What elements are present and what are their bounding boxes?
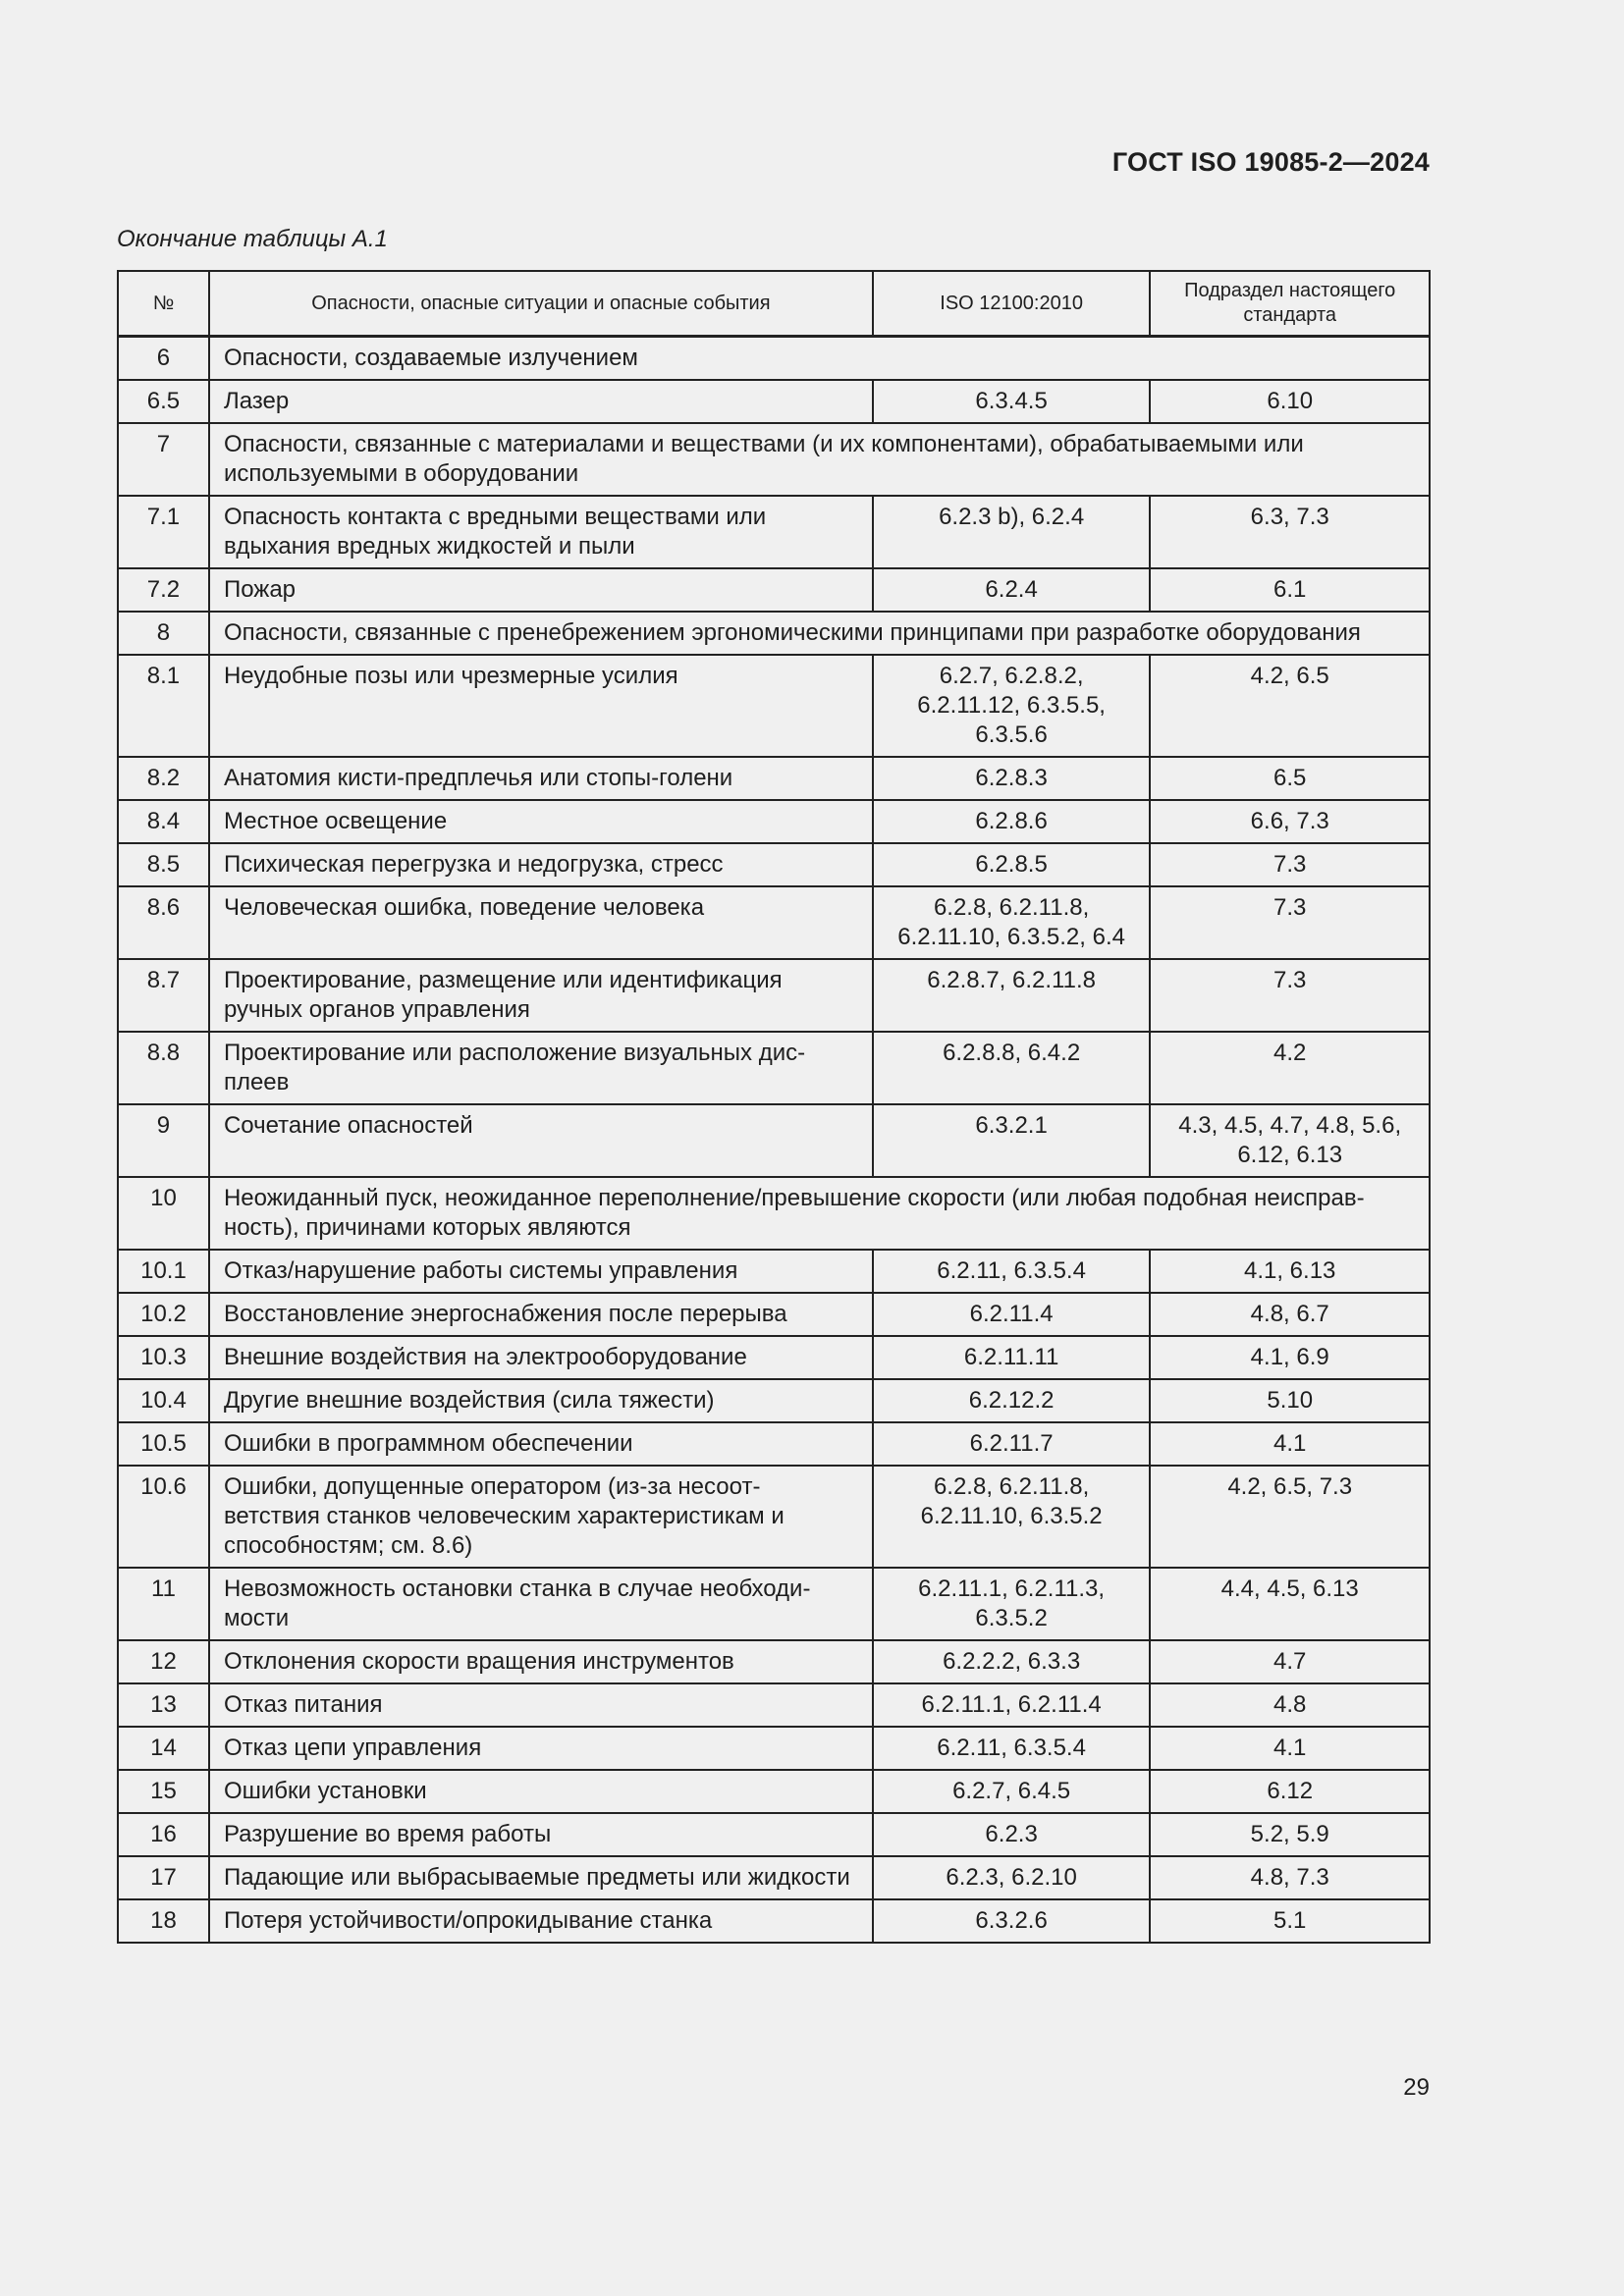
cell-number: 8.7 [118,959,209,1032]
cell-number: 7.1 [118,496,209,568]
cell-subclause: 5.1 [1150,1899,1430,1943]
cell-subclause: 4.8, 7.3 [1150,1856,1430,1899]
cell-hazard: Другие внешние воздействия (сила тяжести) [209,1379,873,1422]
table-row [118,380,1430,423]
cell-number: 8.8 [118,1032,209,1104]
cell-number: 10.5 [118,1422,209,1466]
table-row [118,1336,1430,1379]
cell-hazard: Проектирование, размещение или идентификация ручных органов управления [209,959,873,1032]
cell-subclause: 4.1 [1150,1727,1430,1770]
cell-hazard: Психическая перегрузка и недогрузка, стресс [209,843,873,886]
cell-number: 6 [118,337,209,381]
cell-number: 11 [118,1568,209,1640]
cell-iso-reference: 6.2.11.1, 6.2.11.4 [873,1683,1151,1727]
cell-subclause: 6.12 [1150,1770,1430,1813]
table-caption: Окончание таблицы А.1 [117,226,388,252]
cell-subclause: 4.2, 6.5, 7.3 [1150,1466,1430,1568]
cell-iso-reference: 6.2.2.2, 6.3.3 [873,1640,1151,1683]
cell-hazard: Лазер [209,380,873,423]
table-row [118,1727,1430,1770]
cell-iso-reference: 6.2.3 [873,1813,1151,1856]
table-row [118,1640,1430,1683]
cell-iso-reference: 6.2.7, 6.4.5 [873,1770,1151,1813]
cell-iso-reference: 6.2.8, 6.2.11.8, 6.2.11.10, 6.3.5.2 [873,1466,1151,1568]
table-row [118,1466,1430,1568]
table-header-row [118,271,1430,337]
cell-iso-reference: 6.2.11.4 [873,1293,1151,1336]
cell-iso-reference: 6.2.12.2 [873,1379,1151,1422]
table-section-row [118,1177,1430,1250]
table-section-row [118,423,1430,496]
column-header-iso: ISO 12100:2010 [873,271,1151,337]
cell-iso-reference: 6.3.2.1 [873,1104,1151,1177]
table-row [118,757,1430,800]
cell-iso-reference: 6.2.8.6 [873,800,1151,843]
cell-subclause: 7.3 [1150,959,1430,1032]
cell-number: 12 [118,1640,209,1683]
cell-subclause: 6.10 [1150,380,1430,423]
cell-subclause: 6.3, 7.3 [1150,496,1430,568]
cell-subclause: 4.4, 4.5, 6.13 [1150,1568,1430,1640]
cell-hazard: Неожиданный пуск, неожиданное переполнение/превышение скорости (или любая подобная неисправ- ность), причинами которых являются [209,1177,1430,1250]
cell-iso-reference: 6.2.11, 6.3.5.4 [873,1727,1151,1770]
cell-number: 16 [118,1813,209,1856]
cell-number: 18 [118,1899,209,1943]
cell-hazard: Пожар [209,568,873,612]
column-header-hazards: Опасности, опасные ситуации и опасные события [209,271,873,337]
cell-number: 10.6 [118,1466,209,1568]
cell-hazard: Местное освещение [209,800,873,843]
cell-hazard: Проектирование или расположение визуальных дис- плеев [209,1032,873,1104]
cell-subclause: 5.2, 5.9 [1150,1813,1430,1856]
table-row [118,1770,1430,1813]
cell-number: 10.3 [118,1336,209,1379]
table-row [118,568,1430,612]
cell-number: 6.5 [118,380,209,423]
table-row [118,1104,1430,1177]
cell-subclause: 4.8, 6.7 [1150,1293,1430,1336]
table-row [118,1293,1430,1336]
cell-hazard: Ошибки в программном обеспечении [209,1422,873,1466]
table-row [118,1899,1430,1943]
cell-subclause: 4.8 [1150,1683,1430,1727]
cell-iso-reference: 6.2.7, 6.2.8.2, 6.2.11.12, 6.3.5.5, 6.3.5.6 [873,655,1151,757]
cell-number: 17 [118,1856,209,1899]
cell-subclause: 7.3 [1150,886,1430,959]
cell-number: 13 [118,1683,209,1727]
column-header-subclause: Подраздел настоящего стандарта [1150,271,1430,337]
cell-hazard: Ошибки установки [209,1770,873,1813]
cell-iso-reference: 6.2.11.1, 6.2.11.3, 6.3.5.2 [873,1568,1151,1640]
table-row [118,959,1430,1032]
cell-number: 8.5 [118,843,209,886]
table-row [118,1250,1430,1293]
cell-iso-reference: 6.2.3 b), 6.2.4 [873,496,1151,568]
cell-iso-reference: 6.2.11.11 [873,1336,1151,1379]
cell-number: 8.2 [118,757,209,800]
table-row [118,1813,1430,1856]
cell-number: 10.2 [118,1293,209,1336]
cell-subclause: 7.3 [1150,843,1430,886]
table-section-row [118,612,1430,655]
cell-hazard: Сочетание опасностей [209,1104,873,1177]
table-row [118,886,1430,959]
cell-subclause: 5.10 [1150,1379,1430,1422]
cell-number: 8.1 [118,655,209,757]
cell-iso-reference: 6.2.8.3 [873,757,1151,800]
cell-number: 14 [118,1727,209,1770]
cell-hazard: Опасности, связанные с пренебрежением эргономическими принципами при разработке оборудования [209,612,1430,655]
cell-iso-reference: 6.2.8.7, 6.2.11.8 [873,959,1151,1032]
cell-hazard: Отказ питания [209,1683,873,1727]
cell-iso-reference: 6.2.8, 6.2.11.8, 6.2.11.10, 6.3.5.2, 6.4 [873,886,1151,959]
table-row [118,1032,1430,1104]
cell-number: 8.6 [118,886,209,959]
cell-subclause: 4.3, 4.5, 4.7, 4.8, 5.6, 6.12, 6.13 [1150,1104,1430,1177]
cell-number: 10.1 [118,1250,209,1293]
table-section-row [118,337,1430,381]
cell-iso-reference: 6.2.8.5 [873,843,1151,886]
cell-number: 10 [118,1177,209,1250]
table-row [118,843,1430,886]
cell-hazard: Опасность контакта с вредными веществами или вдыхания вредных жидкостей и пыли [209,496,873,568]
cell-hazard: Разрушение во время работы [209,1813,873,1856]
cell-hazard: Внешние воздействия на электрооборудование [209,1336,873,1379]
cell-number: 8 [118,612,209,655]
cell-iso-reference: 6.2.3, 6.2.10 [873,1856,1151,1899]
cell-hazard: Восстановление энергоснабжения после перерыва [209,1293,873,1336]
cell-iso-reference: 6.3.2.6 [873,1899,1151,1943]
table-row [118,655,1430,757]
cell-hazard: Невозможность остановки станка в случае необходи- мости [209,1568,873,1640]
cell-iso-reference: 6.2.11.7 [873,1422,1151,1466]
cell-hazard: Отклонения скорости вращения инструментов [209,1640,873,1683]
hazards-table [117,270,1431,1944]
column-header-number: № [118,271,209,337]
cell-hazard: Падающие или выбрасываемые предметы или жидкости [209,1856,873,1899]
cell-hazard: Отказ/нарушение работы системы управления [209,1250,873,1293]
cell-subclause: 4.2 [1150,1032,1430,1104]
cell-number: 8.4 [118,800,209,843]
cell-hazard: Анатомия кисти-предплечья или стопы-голени [209,757,873,800]
document-header: ГОСТ ISO 19085-2—2024 [1111,147,1430,177]
cell-subclause: 4.2, 6.5 [1150,655,1430,757]
cell-number: 7.2 [118,568,209,612]
cell-number: 9 [118,1104,209,1177]
cell-hazard: Опасности, связанные с материалами и веществами (и их компонентами), обрабатываемыми или используемыми в оборудовании [209,423,1430,496]
table-row [118,1856,1430,1899]
table-row [118,1379,1430,1422]
cell-hazard: Ошибки, допущенные оператором (из-за несоот- ветствия станков человеческим характеристикам и способностям; см. 8.6) [209,1466,873,1568]
cell-iso-reference: 6.2.4 [873,568,1151,612]
table-body [118,337,1430,1944]
cell-hazard: Отказ цепи управления [209,1727,873,1770]
cell-subclause: 6.1 [1150,568,1430,612]
cell-number: 15 [118,1770,209,1813]
cell-subclause: 4.1 [1150,1422,1430,1466]
cell-subclause: 4.1, 6.9 [1150,1336,1430,1379]
cell-subclause: 4.1, 6.13 [1150,1250,1430,1293]
page-number: 29 [1403,2074,1430,2101]
cell-subclause: 4.7 [1150,1640,1430,1683]
cell-subclause: 6.6, 7.3 [1150,800,1430,843]
table-row [118,1422,1430,1466]
cell-subclause: 6.5 [1150,757,1430,800]
cell-hazard: Неудобные позы или чрезмерные усилия [209,655,873,757]
cell-number: 7 [118,423,209,496]
cell-iso-reference: 6.2.11, 6.3.5.4 [873,1250,1151,1293]
cell-number: 10.4 [118,1379,209,1422]
table-row [118,1683,1430,1727]
cell-iso-reference: 6.3.4.5 [873,380,1151,423]
cell-iso-reference: 6.2.8.8, 6.4.2 [873,1032,1151,1104]
table-row [118,496,1430,568]
table-row [118,1568,1430,1640]
cell-hazard: Человеческая ошибка, поведение человека [209,886,873,959]
cell-hazard: Потеря устойчивости/опрокидывание станка [209,1899,873,1943]
table-row [118,800,1430,843]
cell-hazard: Опасности, создаваемые излучением [209,337,1430,381]
